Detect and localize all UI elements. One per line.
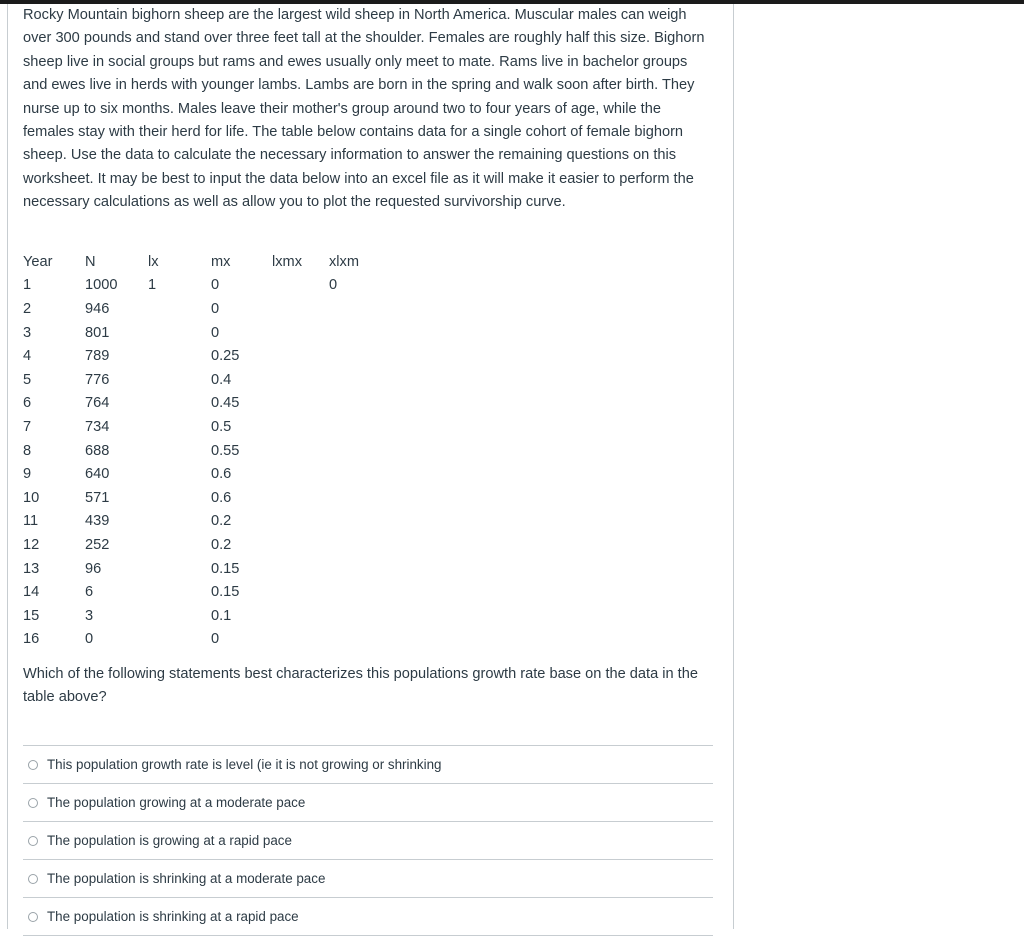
cell-xlxm <box>329 462 379 486</box>
cell-n: 3 <box>85 607 94 624</box>
cell-lxmx <box>272 580 329 604</box>
cell-n: 946 <box>85 300 110 317</box>
table-row <box>23 297 379 321</box>
cell-lx: 1 <box>148 277 157 294</box>
cell-xlxm <box>329 628 379 652</box>
header-xlxm: xlxm <box>329 253 359 270</box>
table-row <box>23 580 379 604</box>
cell-lx <box>148 533 211 557</box>
cell-n: 688 <box>85 442 110 459</box>
cell-xlxm <box>329 533 379 557</box>
cell-mx: 0.1 <box>211 607 232 624</box>
cell-n: 764 <box>85 395 110 412</box>
cell-xlxm <box>329 297 379 321</box>
data-table <box>23 250 379 651</box>
cell-lx <box>148 439 211 463</box>
cell-year: 8 <box>23 442 32 459</box>
cell-n: 571 <box>85 489 110 506</box>
cell-mx: 0 <box>211 300 220 317</box>
cell-xlxm <box>329 321 379 345</box>
cell-year: 12 <box>23 536 40 553</box>
cell-mx: 0.55 <box>211 442 240 459</box>
cell-lxmx <box>272 392 329 416</box>
radio-button[interactable] <box>28 798 38 808</box>
cell-xlxm <box>329 557 379 581</box>
header-mx: mx <box>211 253 231 270</box>
header-lxmx: lxmx <box>272 253 302 270</box>
header-year: Year <box>23 253 53 270</box>
cell-mx: 0.5 <box>211 418 232 435</box>
cell-lxmx <box>272 297 329 321</box>
answer-label: The population is shrinking at a rapid pace <box>47 909 299 924</box>
cell-lx <box>148 462 211 486</box>
cell-lx <box>148 580 211 604</box>
table-row <box>23 628 379 652</box>
cell-lxmx <box>272 604 329 628</box>
cell-lxmx <box>272 557 329 581</box>
cell-lxmx <box>272 321 329 345</box>
cell-n: 801 <box>85 324 110 341</box>
table-row <box>23 439 379 463</box>
cell-xlxm <box>329 439 379 463</box>
radio-button[interactable] <box>28 836 38 846</box>
radio-button[interactable] <box>28 912 38 922</box>
table-row <box>23 510 379 534</box>
cell-lx <box>148 392 211 416</box>
cell-n: 252 <box>85 536 110 553</box>
table-row <box>23 344 379 368</box>
cell-xlxm <box>329 344 379 368</box>
cell-lxmx <box>272 368 329 392</box>
cell-xlxm <box>329 368 379 392</box>
radio-button[interactable] <box>28 874 38 884</box>
cell-lx <box>148 297 211 321</box>
table-row <box>23 462 379 486</box>
cell-mx: 0.2 <box>211 536 232 553</box>
cell-mx: 0.25 <box>211 348 240 365</box>
table-row <box>23 557 379 581</box>
cell-lx <box>148 344 211 368</box>
answer-option-2[interactable] <box>23 784 713 822</box>
cell-n: 96 <box>85 560 102 577</box>
cell-year: 16 <box>23 631 40 648</box>
answer-label: The population growing at a moderate pace <box>47 795 306 810</box>
radio-button[interactable] <box>28 760 38 770</box>
cell-mx: 0 <box>211 277 220 294</box>
cell-lx <box>148 415 211 439</box>
cell-xlxm: 0 <box>329 277 338 294</box>
answer-list <box>23 745 713 936</box>
cell-year: 4 <box>23 348 32 365</box>
cell-lx <box>148 557 211 581</box>
cell-lx <box>148 628 211 652</box>
cell-n: 6 <box>85 584 94 601</box>
cell-lxmx <box>272 462 329 486</box>
answer-option-1[interactable] <box>23 746 713 784</box>
cell-lx <box>148 368 211 392</box>
table-row <box>23 368 379 392</box>
cell-year: 9 <box>23 466 32 483</box>
cell-mx: 0.15 <box>211 560 240 577</box>
cell-year: 13 <box>23 560 40 577</box>
table-row <box>23 604 379 628</box>
cell-lx <box>148 604 211 628</box>
answer-option-4[interactable] <box>23 860 713 898</box>
answer-option-3[interactable] <box>23 822 713 860</box>
cell-mx: 0.2 <box>211 513 232 530</box>
cell-lxmx <box>272 439 329 463</box>
cell-lx <box>148 486 211 510</box>
cell-n: 640 <box>85 466 110 483</box>
header-n: N <box>85 253 96 270</box>
cell-year: 7 <box>23 418 32 435</box>
table-row <box>23 533 379 557</box>
cell-year: 14 <box>23 584 40 601</box>
cell-lxmx <box>272 486 329 510</box>
cell-year: 10 <box>23 489 40 506</box>
cell-year: 6 <box>23 395 32 412</box>
answer-label: The population is shrinking at a moderate pace <box>47 871 326 886</box>
cell-mx: 0.4 <box>211 371 232 388</box>
cell-mx: 0.6 <box>211 466 232 483</box>
cell-year: 5 <box>23 371 32 388</box>
answer-label: The population is growing at a rapid pace <box>47 833 292 848</box>
cell-lxmx <box>272 274 329 298</box>
cell-xlxm <box>329 580 379 604</box>
cell-n: 1000 <box>85 277 118 294</box>
cell-lxmx <box>272 533 329 557</box>
cell-n: 439 <box>85 513 110 530</box>
cell-n: 776 <box>85 371 110 388</box>
cell-lxmx <box>272 344 329 368</box>
table-body <box>23 274 379 652</box>
answer-option-5[interactable] <box>23 898 713 936</box>
cell-lx <box>148 510 211 534</box>
cell-mx: 0.6 <box>211 489 232 506</box>
cell-lxmx <box>272 510 329 534</box>
table-row <box>23 415 379 439</box>
cell-year: 2 <box>23 300 32 317</box>
cell-year: 11 <box>23 513 39 530</box>
cell-lx <box>148 321 211 345</box>
cell-xlxm <box>329 486 379 510</box>
cell-mx: 0.45 <box>211 395 240 412</box>
table-row <box>23 486 379 510</box>
answer-label: This population growth rate is level (ie it is not growing or shrinking <box>47 757 442 772</box>
cell-year: 15 <box>23 607 40 624</box>
cell-mx: 0 <box>211 324 220 341</box>
cell-year: 3 <box>23 324 32 341</box>
table-header-row <box>23 250 379 274</box>
header-lx: lx <box>148 253 159 270</box>
cell-lxmx <box>272 415 329 439</box>
question-text: Which of the following statements best characterizes this populations growth rate base on the data in the table above? <box>23 666 698 706</box>
cell-n: 0 <box>85 631 94 648</box>
cell-xlxm <box>329 604 379 628</box>
table-row <box>23 321 379 345</box>
cell-year: 1 <box>23 277 32 294</box>
cell-xlxm <box>329 415 379 439</box>
cell-xlxm <box>329 510 379 534</box>
cell-lxmx <box>272 628 329 652</box>
passage-text: Rocky Mountain bighorn sheep are the largest wild sheep in North America. Muscular males can weigh over 300 pounds and stand over three feet tall at the shoulder. Females are roughly half this size. Bighorn sheep live in social groups but rams and ewes usually only meet to mate. Rams live in bachelor groups and ewes live in herds with younger lambs. Lambs are born in the spring and walk soon after birth. They nurse up to six months. Males leave their mother's group around two to four years of age, while the females stay with their herd for life. The table below contains data for a single cohort of female bighorn sheep. Use the data to calculate the necessary information to answer the remaining questions on this worksheet. It may be best to input the data below into an excel file as it will make it easier to perform the necessary calculations as well as allow you to plot the requested survivorship curve. <box>23 7 705 211</box>
cell-xlxm <box>329 392 379 416</box>
cell-mx: 0 <box>211 631 220 648</box>
cell-n: 734 <box>85 418 110 435</box>
cell-mx: 0.15 <box>211 584 240 601</box>
table-row <box>23 274 379 298</box>
table-row <box>23 392 379 416</box>
cell-n: 789 <box>85 348 110 365</box>
